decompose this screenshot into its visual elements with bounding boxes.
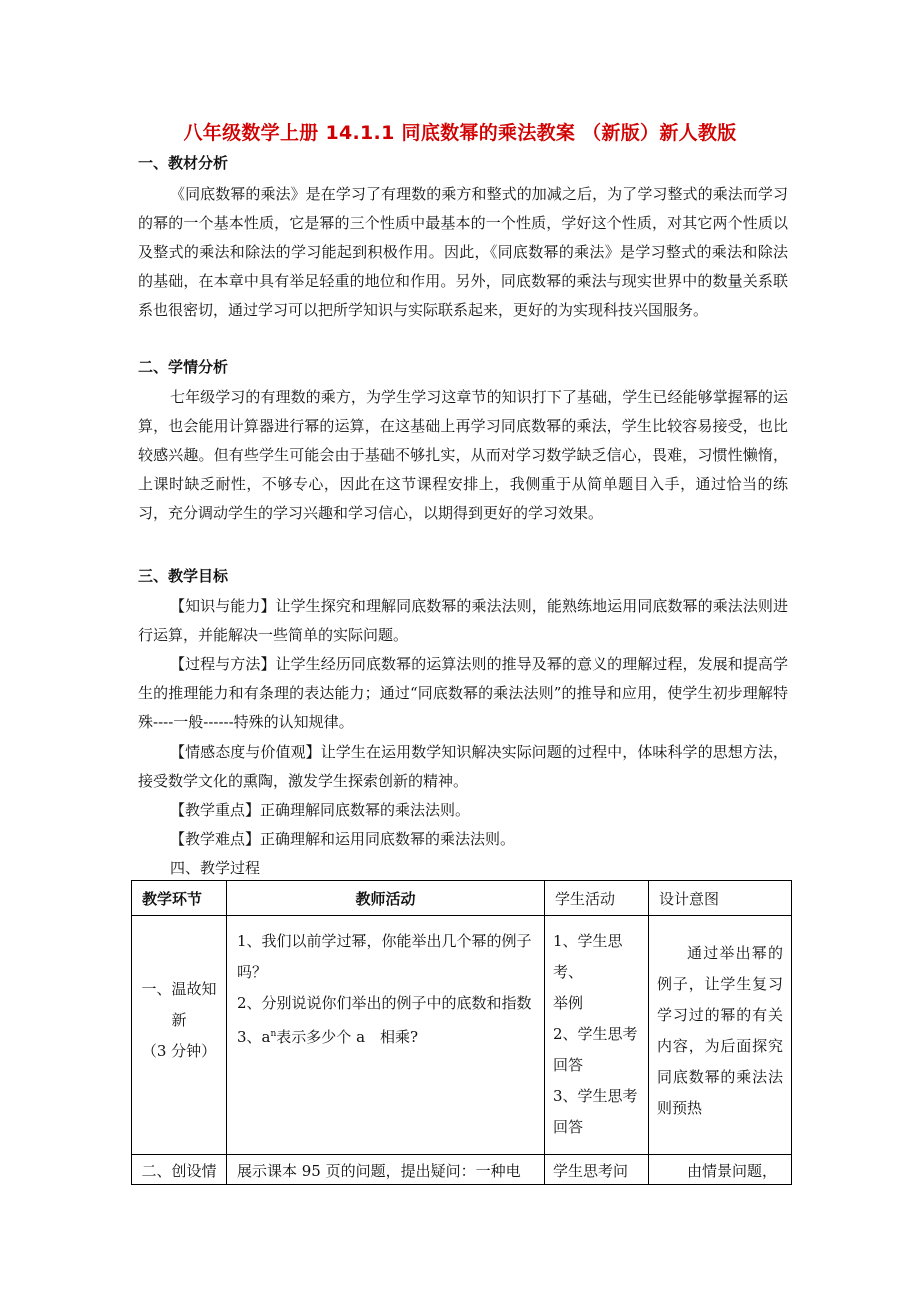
paragraph-student-analysis: 七年级学习的有理数的乘方，为学生学习这章节的知识打下了基础，学生已经能够掌握幂的运算，也会能用计算器进行幂的运算，在这基础上再学习同底数幂的乘法，学生比较容易接受，也比较感兴趣。但有些学生可能会由于基础不够扎实，从而对学习数学缺乏信心，畏难，习惯性懒惰，上课时缺乏耐性，不够专心，因此在这节课程安排上，我侧重于从简单题目入手，通过恰当的练习，充分调动学生的学习兴趣和学习信心，以期得到更好的学习效果。 <box>138 388 788 522</box>
header-teacher-activity: 教师活动 <box>227 881 545 916</box>
table-row <box>132 1155 792 1185</box>
header-stage: 教学环节 <box>132 881 227 916</box>
student-activity-1: 1、学生思考、 <box>553 932 623 981</box>
stage-text: 新 <box>171 1011 187 1029</box>
question-3-base: 3、a <box>237 1028 271 1046</box>
teacher-question-3 <box>237 1019 536 1053</box>
student-activity-cell <box>545 916 649 1155</box>
student-activity-2-cont: 回答 <box>553 1056 584 1074</box>
header-design-intent: 设计意图 <box>649 881 792 916</box>
design-intent-text: 通过举出幂的例子，让学生复习学习过的幂的有关内容，为后面探究同底数幂的乘法法则预热 <box>657 944 783 1117</box>
teaching-process-table <box>131 880 792 1185</box>
section-heading-textbook-analysis: 一、教材分析 <box>138 154 229 172</box>
question-3-exponent: n <box>270 1029 277 1039</box>
table-row <box>132 916 792 1155</box>
table-header-row <box>132 881 792 916</box>
document-title: 八年级数学上册 14.1.1 同底数幂的乘法教案 （新版）新人教版 <box>183 122 737 144</box>
design-intent-cell <box>649 916 792 1155</box>
section-heading-teaching-process: 四、教学过程 <box>170 859 261 877</box>
design-intent-cell: 由情景问题， <box>649 1155 792 1185</box>
teaching-difficulty: 【教学难点】正确理解和运用同底数幂的乘法法则。 <box>170 830 516 848</box>
teacher-question-2: 2、分别说说你们举出的例子中的底数和指数 <box>237 994 532 1012</box>
student-activity-3: 3、学生思考 <box>553 1087 638 1105</box>
teacher-activity-cell <box>227 916 545 1155</box>
student-activity-2: 2、学生思考 <box>553 1025 638 1043</box>
student-activity-cell: 学生思考问 <box>545 1155 649 1185</box>
teaching-key-point: 【教学重点】正确理解同底数幂的乘法法则。 <box>170 801 471 819</box>
paragraph-textbook-analysis: 《同底数幂的乘法》是在学习了有理数的乘方和整式的加减之后，为了学习整式的乘法而学习的幂的一个基本性质，它是幂的三个性质中最基本的一个性质，学好这个性质，对其它两个性质以及整式的乘法和除法的学习能起到积极作用。因此，《同底数幂的乘法》是学习整式的乘法和除法的基础，在本章中具有举足轻重的地位和作用。另外，同底数幂的乘法与现实世界中的数量关系联系也很密切，通过学习可以把所学知识与实际联系起来，更好的为实现科技兴国服务。 <box>138 185 788 319</box>
stage-duration: （3 分钟） <box>141 1042 217 1060</box>
header-student-activity: 学生活动 <box>545 881 649 916</box>
teacher-question-1: 1、我们以前学过幂，你能举出几个幂的例子吗？ <box>237 932 532 981</box>
goal-emotion-values: 【情感态度与价值观】让学生在运用数学知识解决实际问题的过程中，体味科学的思想方法，接受数学文化的熏陶，激发学生探索创新的精神。 <box>138 743 788 790</box>
student-activity-3-cont: 回答 <box>553 1118 584 1136</box>
stage-text: 一、温故知 <box>141 980 217 998</box>
teacher-activity-cell: 展示课本 95 页的问题，提出疑问：一种电 <box>227 1155 545 1185</box>
goal-process-method: 【过程与方法】让学生经历同底数幂的运算法则的推导及幂的意义的理解过程，发展和提高学生的推理能力和有条理的表达能力；通过“同底数幂的乘法法则”的推导和应用，使学生初步理解特殊----一般------特殊的认知规律。 <box>138 655 788 731</box>
stage-cell: 二、创设情 <box>132 1155 227 1185</box>
question-3-rest: 表示多少个 a 相乘? <box>276 1028 419 1046</box>
section-heading-teaching-goals: 三、教学目标 <box>138 567 229 585</box>
stage-cell <box>132 916 227 1155</box>
goal-knowledge-ability: 【知识与能力】让学生探究和理解同底数幂的乘法法则，能熟练地运用同底数幂的乘法法则进行运算，并能解决一些简单的实际问题。 <box>138 597 788 644</box>
section-heading-student-analysis: 二、学情分析 <box>138 358 229 376</box>
student-activity-1-cont: 举例 <box>553 994 584 1012</box>
